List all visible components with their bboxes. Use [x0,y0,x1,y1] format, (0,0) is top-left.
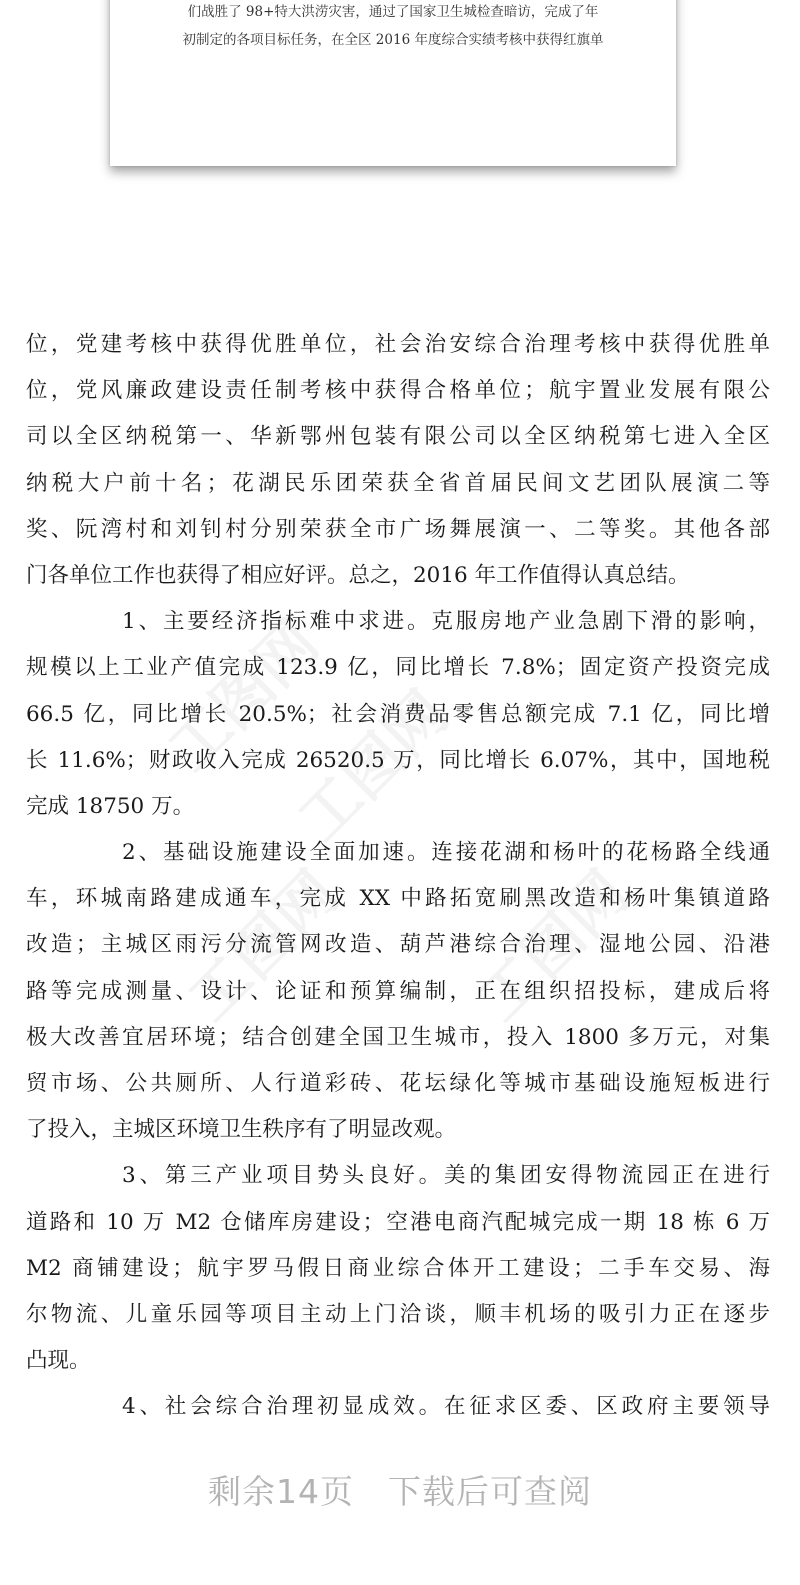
text-line: 66.5 亿，同比增长 20.5%；社会消费品零售总额完成 7.1 亿，同比增 [26,701,770,727]
watermark: 工图网 [155,608,332,785]
text-line: 道路和 10 万 M2 仓储库房建设；空港电商汽配城完成一期 18 栋 6 万 [26,1209,770,1235]
text-line: 极大改善宜居环境；结合创建全国卫生城市，投入 1800 多万元，对集 [26,1024,770,1050]
preview-line-2: 们战胜了 98+特大洪涝灾害，通过了国家卫生城检查暗访，完成了年 [187,4,599,20]
text-line: 奖、阮湾村和刘钊村分别荣获全市广场舞展演一、二等奖。其他各部 [26,516,770,542]
text-line: 尔物流、儿童乐园等项目主动上门洽谈，顺丰机场的吸引力正在逐步 [26,1301,770,1327]
text-line: 路等完成测量、设计、论证和预算编制，正在组织招投标，建成后将 [26,978,770,1004]
text-line: 改造；主城区雨污分流管网改造、葫芦港综合治理、湿地公园、沿港 [26,932,770,958]
text-line: 长 11.6%；财政收入完成 26520.5 万，同比增长 6.07%，其中，国地税 [26,747,770,773]
text-line: 规模以上工业产值完成 123.9 亿，同比增长 7.8%；固定资产投资完成 [26,655,770,681]
watermark: 工图网 [465,858,642,1035]
text-line: 1、主要经济指标难中求进。克服房地产业急剧下滑的影响， [122,609,770,635]
text-line: 纳税大户前十名；花湖民乐团荣获全省首届民间文艺团队展演二等 [26,470,770,496]
text-line: 凸现。 [26,1348,91,1374]
text-line: 2、基础设施建设全面加速。连接花湖和杨叶的花杨路全线通 [122,840,770,866]
watermark: 工图网 [175,858,352,1035]
text-line: 司以全区纳税第一、华新鄂州包装有限公司以全区纳税第七进入全区 [26,424,770,450]
text-line: 位，党风廉政建设责任制考核中获得合格单位；航宇置业发展有限公 [26,378,770,404]
text-line: M2 商铺建设；航宇罗马假日商业综合体开工建设；二手车交易、海 [26,1255,770,1281]
remaining-pages-notice[interactable]: 剩余14页 下载后可查阅 [208,1472,592,1511]
watermark: 工图网 [285,678,462,855]
text-line: 了投入，主城区环境卫生秩序有了明显改观。 [26,1117,457,1143]
text-line: 车，环城南路建成通车，完成 XX 中路拓宽刷黑改造和杨叶集镇道路 [26,886,770,912]
text-line: 3、第三产业项目势头良好。美的集团安得物流园正在进行 [122,1163,770,1189]
preview-line-3: 初制定的各项目标任务，在全区 2016 年度综合实绩考核中获得红旗单 [182,32,604,48]
text-line: 4、社会综合治理初显成效。在征求区委、区政府主要领导 [122,1394,770,1420]
text-line: 贸市场、公共厕所、人行道彩砖、花坛绿化等城市基础设施短板进行 [26,1071,770,1096]
preview-page-card [110,0,676,166]
text-line: 门各单位工作也获得了相应好评。总之，2016 年工作值得认真总结。 [26,562,690,588]
document-body [26,322,770,1431]
text-line: 完成 18750 万。 [26,793,195,819]
text-line: 位，党建考核中获得优胜单位，社会治安综合治理考核中获得优胜单 [26,332,770,357]
